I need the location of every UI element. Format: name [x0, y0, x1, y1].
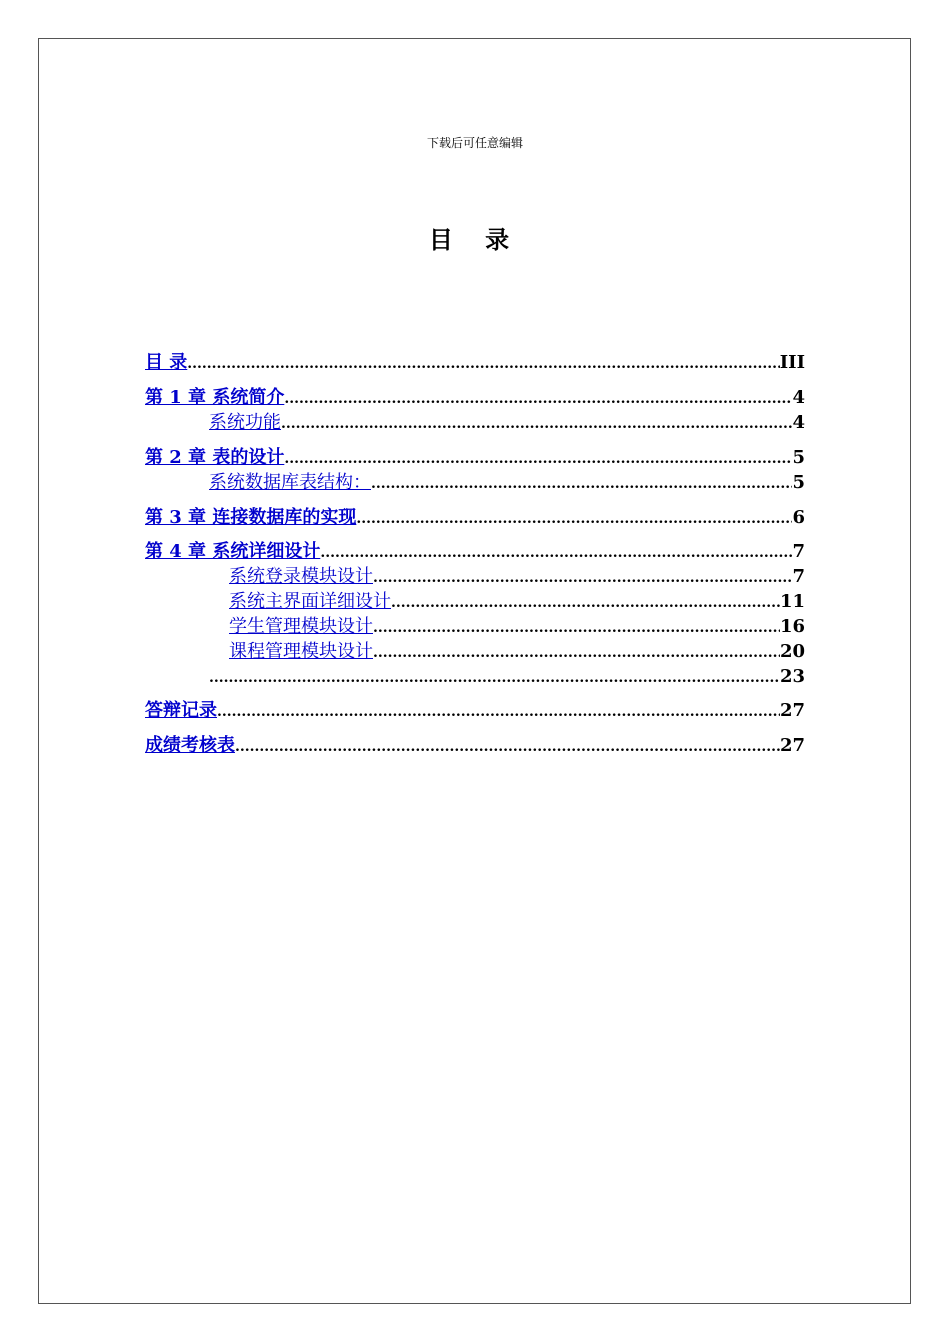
toc-entry-contents[interactable] — [145, 350, 805, 374]
dot-leader — [373, 618, 780, 638]
toc-entry-page: 5 — [792, 447, 805, 468]
toc-title: 目 录 — [428, 226, 522, 254]
toc-entry-page: 11 — [779, 591, 805, 612]
toc-entry-system-functions[interactable] — [209, 410, 805, 434]
toc-entry-page: 23 — [779, 666, 805, 687]
dot-leader — [187, 354, 779, 374]
dot-leader — [284, 449, 792, 469]
toc-entry-grade-sheet[interactable] — [145, 733, 805, 757]
toc-entry-page: 27 — [779, 735, 805, 756]
dot-leader — [320, 543, 792, 563]
toc-entry-label[interactable]: 目 录 — [145, 352, 188, 373]
dot-leader — [209, 668, 780, 688]
toc-entry-label[interactable]: 系统功能 — [209, 412, 281, 433]
toc-entry-main-ui[interactable] — [229, 589, 805, 613]
toc-entry-page: 7 — [792, 541, 805, 562]
toc-entry-student-module[interactable] — [229, 614, 805, 638]
toc-entry-db-table-structure[interactable] — [209, 470, 805, 494]
toc-entry-page: 5 — [792, 472, 805, 493]
dot-leader — [235, 737, 780, 757]
toc-entry-label[interactable]: 学生管理模块设计 — [229, 616, 373, 637]
toc-entry-chapter-4[interactable] — [145, 539, 805, 563]
toc-entry-page: 4 — [792, 387, 805, 408]
toc-entry-defense-record[interactable] — [145, 698, 805, 722]
toc-entry-label[interactable]: 第 2 章 表的设计 — [145, 447, 285, 468]
toc-entry-page: 4 — [792, 412, 805, 433]
dot-leader — [356, 509, 792, 529]
dot-leader — [217, 702, 780, 722]
toc-entry-label[interactable]: 答辩记录 — [145, 700, 217, 721]
dot-leader — [284, 389, 792, 409]
toc-entry-course-module[interactable] — [229, 639, 805, 663]
toc-entry-label[interactable]: 课程管理模块设计 — [229, 641, 373, 662]
toc-entry-page: 27 — [779, 700, 805, 721]
toc-entry-page: III — [779, 352, 805, 373]
toc-entry-chapter-1[interactable] — [145, 385, 805, 409]
toc-entry-untitled[interactable] — [209, 664, 805, 688]
toc-entry-chapter-3[interactable] — [145, 505, 805, 529]
toc-entry-login-module[interactable] — [229, 564, 805, 588]
toc-entry-label[interactable]: 系统数据库表结构： — [209, 472, 371, 493]
toc-entry-label[interactable]: 系统登录模块设计 — [229, 566, 373, 587]
toc-entry-chapter-2[interactable] — [145, 445, 805, 469]
dot-leader — [391, 593, 780, 613]
toc-entry-page: 7 — [792, 566, 805, 587]
toc-entry-page: 16 — [779, 616, 805, 637]
dot-leader — [371, 474, 792, 494]
dot-leader — [281, 414, 792, 434]
toc-entry-label[interactable]: 成绩考核表 — [145, 735, 235, 756]
toc-entry-label[interactable]: 第 1 章 系统简介 — [145, 387, 285, 408]
toc-entry-label[interactable]: 第 3 章 连接数据库的实现 — [145, 507, 357, 528]
toc-entry-label[interactable]: 系统主界面详细设计 — [229, 591, 391, 612]
dot-leader — [373, 568, 792, 588]
toc-entry-page: 6 — [792, 507, 805, 528]
toc-entry-page: 20 — [779, 641, 805, 662]
toc-entry-label[interactable]: 第 4 章 系统详细设计 — [145, 541, 321, 562]
header-note: 下载后可任意编辑 — [426, 136, 523, 150]
dot-leader — [373, 643, 780, 663]
